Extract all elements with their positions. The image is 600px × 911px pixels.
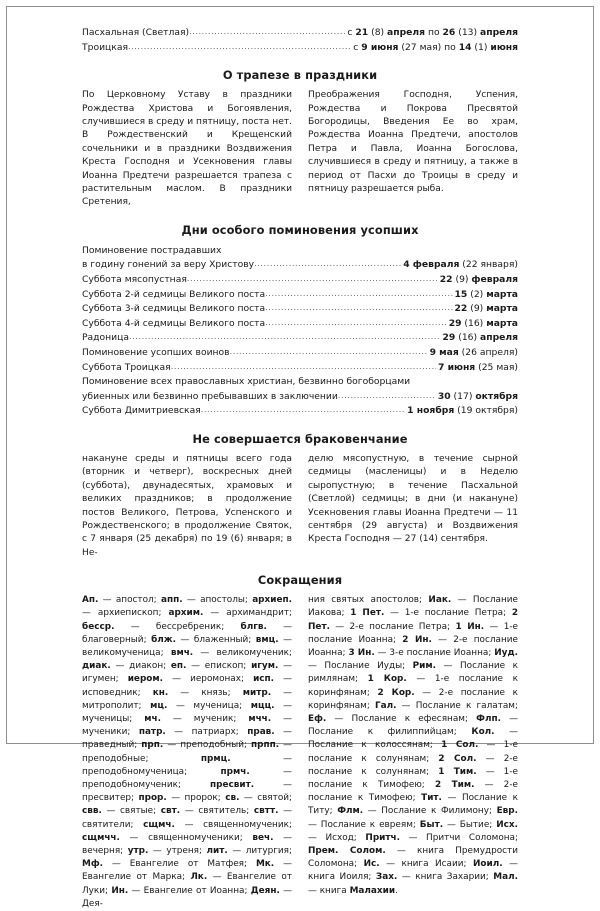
brakovenchanie-column-right: [308, 453, 518, 547]
memorial-date: 29 (16) марта: [448, 317, 518, 329]
pominovenie-intro: Поминовение пострадавших: [82, 244, 222, 256]
section-title-pominovenie: Дни особого поминовения усопших: [181, 222, 419, 237]
week-name: Пасхальная (Светлая): [82, 27, 190, 38]
table-row: [82, 258, 518, 273]
leader-dots: [265, 287, 452, 302]
trapeza-column-right: [308, 89, 518, 196]
table-row: [82, 346, 518, 361]
memorial-name: в годину гонений за веру Христову: [82, 259, 255, 271]
memorial-name: убиенных или безвинно пребывавших в заключении: [82, 390, 338, 402]
leader-dots: [265, 316, 447, 331]
memorial-date: 4 февраля (22 января): [403, 259, 518, 271]
memorial-name: Суббота 3-й седмицы Великого поста: [82, 303, 266, 315]
week-name: Троицкая: [82, 41, 128, 53]
memorial-date: 15 (2) марта: [454, 288, 518, 300]
paragraph: По Церковному Уставу в праздники Рождества Христова и Богоявления, случившиеся в среду и пятницу, поста нет. В Рождественский и Крещенский сочельники и в праздники Воздвижения Креста Господня и Усекновения главы Иоанна Предтечи разрешается трапеза с растительным маслом. В праздники Сретения,: [82, 90, 292, 208]
trapeza-column-left: [82, 89, 292, 210]
week-dates: с 21 (8) апреля по 26 (13) апреля: [347, 27, 518, 38]
brakovenchanie-body: [82, 453, 518, 560]
leader-dots: [254, 257, 401, 272]
paragraph: Преображения Господня, Успения, Рождества и Покрова Пресвятой Богородицы, Введения Ее во храм, Рождества Иоанна Предтечи, апостолов Петра и Павла, Иоанна Богослова, случившиеся в среду и пятницу, а также в период от Пасхи до Троицы в среду и пятницу разрешается рыба.: [308, 90, 518, 195]
leader-dots: [187, 272, 438, 287]
memorial-name: Суббота 4-й седмицы Великого поста: [82, 317, 266, 329]
leader-dots: [230, 345, 428, 360]
leader-dots: [265, 301, 452, 316]
memorial-date: 30 (17) октября: [437, 390, 518, 402]
trapeza-body: [82, 89, 518, 210]
memorial-name: Суббота 2-й седмицы Великого поста: [82, 288, 266, 300]
leader-dots: [201, 403, 405, 418]
memorial-long-entry-line1: Поминовение всех православных христиан, безвинно богоборцами: [82, 376, 411, 388]
list-item: [82, 26, 518, 41]
abbreviations-body: [82, 594, 518, 911]
memorial-date: 22 (9) марта: [454, 303, 518, 315]
memorial-name: Суббота Троицкая: [82, 361, 171, 373]
table-row: [82, 361, 518, 376]
list-item: [82, 41, 518, 56]
memorial-name: Радоница: [82, 332, 130, 344]
memorial-days-list: [82, 258, 518, 375]
paragraph: Ап. — апостол; апп. — апостолы; архиеп. — архиепископ; архим. — архимандрит; бесср. — бессребреник; блгв. — благоверный; блж. — блаженный; вмц. — великомученица; вмч. — великомученик; диак. — диакон; еп. — епископ; игум. — игумен; иером. — иеромонах; исп. — исповедник; кн. — князь; митр. — митрополит; мц. — мученица; мцц. — мученицы; мч. — мученик; мчч. — мученики; патр. — патриарх; прав. — праведный; прп. — преподобный; прпп. — преподобные; прмц. — преподобномученица; прмч. — преподобномученик; пресвит. — пресвитер; прор. — пророк; св. — святой; свв. — святые; свт. — святитель; свтт. — святители; сщмч. — священномученик; сщмчч. — священномученики; веч. — вечерня; утр. — утреня; лит. — литургия; Мф. — Евангелие от Матфея; Мк. — Евангелие от Марка; Лк. — Евангелие от Луки; Ин. — Евангелие от Иоанна; Деян. — Дея-: [82, 595, 293, 909]
table-row: [82, 302, 518, 317]
table-row: [82, 317, 518, 332]
leader-dots: [129, 330, 441, 345]
memorial-date: 7 июня (25 мая): [437, 361, 518, 373]
continuous-weeks-list: [82, 26, 518, 55]
section-title-trapeza: О трапезе в праздники: [222, 68, 378, 83]
abbreviations-column-right: [308, 594, 518, 898]
memorial-days-list-continued: [82, 390, 518, 419]
paragraph: накануне среды и пятницы всего года (вторник и четверг), воскресных дней (суббота), двунадесятых, храмовых и великих праздников; в продолжение постов Великого, Петрова, Успенского и Рождественского; в продолжение Святок, с 7 января (25 декабря) по 19 (6) января; в Не-: [82, 453, 292, 558]
table-row: [82, 331, 518, 346]
memorial-date: 1 ноября (19 октября): [407, 405, 518, 417]
table-row: [82, 273, 518, 288]
leader-dots: [338, 389, 436, 404]
memorial-date: 9 мая (26 апреля): [429, 347, 518, 358]
memorial-name: Суббота мясопустная: [82, 274, 187, 286]
leader-dots: [171, 360, 436, 375]
week-dates: с 9 июня (27 мая) по 14 (1) июня: [353, 41, 518, 53]
table-row: [82, 404, 518, 419]
memorial-date: 29 (16) апреля: [442, 332, 518, 344]
table-row: [82, 390, 518, 405]
table-row: [82, 288, 518, 303]
memorial-name: Суббота Димитриевская: [82, 405, 201, 417]
memorial-name: Поминовение усопших воинов: [82, 347, 230, 358]
leader-dots: [128, 40, 351, 55]
brakovenchanie-column-left: [82, 453, 292, 560]
section-title-sokrashcheniya: Сокращения: [257, 573, 343, 588]
abbreviations-column-left: [82, 594, 292, 911]
memorial-date: 22 (9) февраля: [439, 274, 518, 286]
paragraph: ния святых апостолов; Иак. — Послание Иакова; 1 Пет. — 1-е послание Петра; 2 Пет. — 2-е послание Петра; 1 Ин. — 1-е послание Иоанна; 2 Ин. — 2-е послание Иоанна; 3 Ин. — 3-е послание Иоанна; Иуд. — Послание Иуды; Рим. — Послание к римлянам; 1 Кор. — 1-е послание к коринфянам; 2 Кор. — 2-е послание к коринфянам; Гал. — Послание к галатам; Еф. — Послание к ефесянам; Флп. — Послание к филиппийцам; Кол. — Послание к колоссянам; 1 Сол. — 1-е послание к солунянам; 2 Сол. — 2-е послание к солунянам; 1 Тим. — 1-е послание к Тимофею; 2 Тим. — 2-е послание к Тимофею; Тит. — Послание к Титу; Флм. — Послание к Филимону; Евр. — Послание к евреям; Быт. — Бытие; Исх. — Исход; Притч. — Притчи Соломона; Прем. Солом. — книга Премудрости Соломона; Ис. — книга Исаии; Иоил. — книга Иоиля; Зах. — книга Захарии; Мал. — книга Малахии.: [308, 595, 519, 896]
section-title-brakovenchanie: Не совершается браковенчание: [192, 431, 408, 446]
paragraph: делю мясопустную, в течение сырной седмицы (масленицы) и в Неделю сыропустную; в течение Пасхальной (Светлой) седмицы; в дни (и накануне) Усекновения главы Иоанна Предтечи — 11 сентября (29 августа) и Воздвижения Креста Господня — 27 (14) сентября.: [308, 453, 518, 545]
page-content: [82, 26, 518, 911]
leader-dots: [189, 25, 345, 40]
